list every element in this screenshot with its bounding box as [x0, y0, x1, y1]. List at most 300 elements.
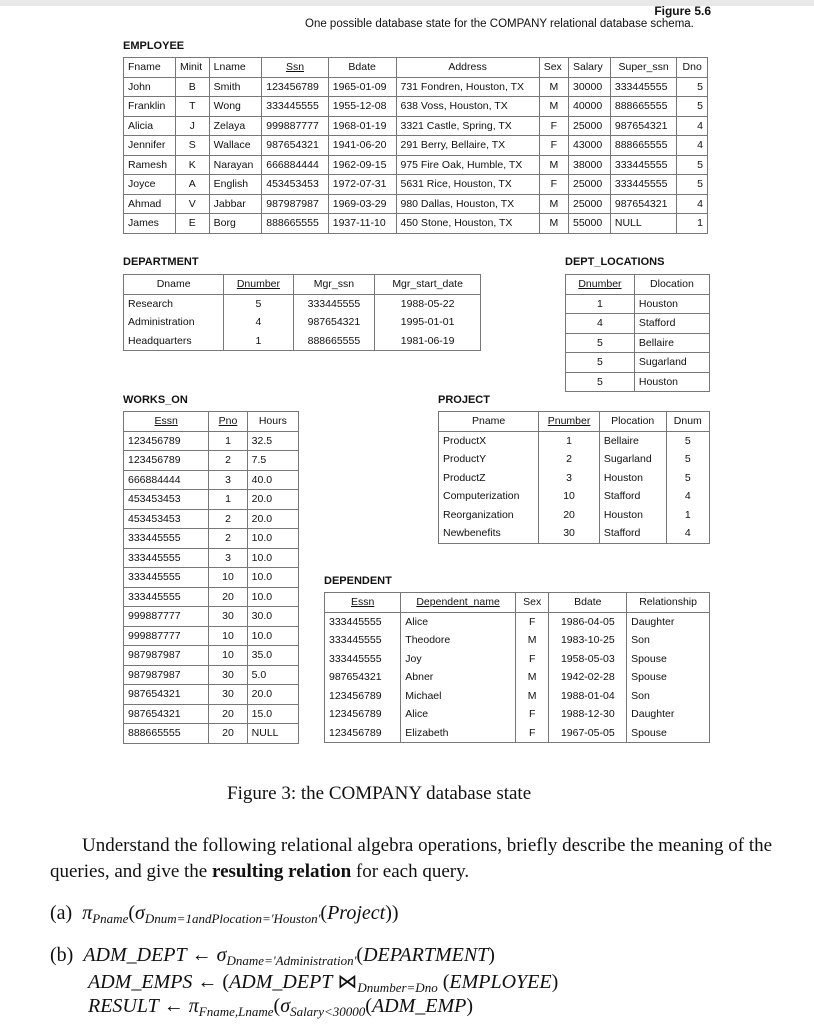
query-b-line3: RESULT ← $\pi_{Fname,Lname}(\sigma_{Salary<30000}(ADM\_EMP)$	[88, 995, 474, 1019]
dept-locations-row	[566, 353, 710, 373]
works-on-cell: 333445555	[124, 529, 209, 549]
works-on-row	[124, 724, 299, 744]
department-cell: Headquarters	[124, 332, 224, 351]
works-on-cell: 987987987	[124, 646, 209, 666]
dependent-row	[325, 612, 710, 631]
employee-cell: F	[539, 116, 568, 136]
project-row	[439, 487, 710, 506]
project-col-header: Plocation	[599, 412, 666, 432]
dependent-cell: 987654321	[325, 668, 401, 687]
employee-cell: Joyce	[124, 175, 176, 195]
employee-row	[124, 214, 708, 234]
works-on-cell: 2	[209, 451, 247, 471]
works-on-cell: 10	[209, 646, 247, 666]
project-cell: 4	[666, 487, 709, 506]
employee-col-header: Sex	[539, 58, 568, 78]
dependent-cell: Abner	[401, 668, 516, 687]
instructions-post: for each query.	[351, 861, 470, 882]
query-a-sigma-sub: Dnum=1andPlocation='Houston'	[144, 911, 321, 926]
works-on-cell: 10.0	[247, 548, 298, 568]
department-row	[124, 294, 481, 313]
project-table	[438, 411, 710, 544]
project-cell: 5	[666, 469, 709, 488]
works-on-row	[124, 626, 299, 646]
employee-cell: S	[175, 136, 209, 156]
project-cell: 1	[666, 506, 709, 525]
query-a-pi-sub: Pname	[92, 911, 129, 926]
works-on-cell: 999887777	[124, 607, 209, 627]
works-on-cell: 453453453	[124, 509, 209, 529]
employee-cell: 38000	[568, 155, 610, 175]
department-cell: 1	[224, 332, 293, 351]
employee-cell: M	[539, 214, 568, 234]
works-on-cell: 888665555	[124, 724, 209, 744]
employee-cell: B	[175, 77, 209, 97]
employee-cell: E	[175, 214, 209, 234]
works-on-cell: 3	[209, 548, 247, 568]
employee-cell: 1955-12-08	[328, 97, 396, 117]
dependent-row	[325, 668, 710, 687]
dept-locations-cell: Sugarland	[634, 353, 709, 373]
employee-cell: 5631 Rice, Houston, TX	[396, 175, 539, 195]
employee-cell: Zelaya	[209, 116, 262, 136]
dependent-cell: Michael	[401, 687, 516, 706]
employee-header-row	[124, 58, 708, 78]
employee-cell: Jennifer	[124, 136, 176, 156]
dependent-title: DEPENDENT	[324, 575, 392, 587]
dept-locations-cell: Bellaire	[634, 333, 709, 353]
works-on-cell: 1	[209, 431, 247, 451]
employee-cell: 1969-03-29	[328, 194, 396, 214]
project-col-header: Pname	[439, 412, 539, 432]
employee-cell: T	[175, 97, 209, 117]
employee-cell: Wallace	[209, 136, 262, 156]
project-cell: Houston	[599, 469, 666, 488]
dependent-cell: Daughter	[627, 705, 710, 724]
works-on-row	[124, 431, 299, 451]
works-on-col-header: Hours	[247, 412, 298, 432]
works-on-cell: 123456789	[124, 431, 209, 451]
dependent-cell: 1988-01-04	[549, 687, 627, 706]
dependent-cell: Elizabeth	[401, 724, 516, 743]
dependent-cell: F	[515, 724, 549, 743]
employee-col-header: Salary	[568, 58, 610, 78]
dependent-cell: Spouse	[627, 668, 710, 687]
project-row	[439, 469, 710, 488]
employee-cell: 1968-01-19	[328, 116, 396, 136]
project-cell: 30	[539, 524, 600, 543]
figure-caption: Figure 3: the COMPANY database state	[227, 783, 532, 804]
employee-cell: 25000	[568, 175, 610, 195]
employee-cell: 1972-07-31	[328, 175, 396, 195]
employee-cell: 987987987	[262, 194, 329, 214]
works-on-row	[124, 646, 299, 666]
dependent-cell: M	[515, 687, 549, 706]
project-cell: Stafford	[599, 487, 666, 506]
dept-locations-cell: 5	[566, 353, 635, 373]
employee-cell: Ahmad	[124, 194, 176, 214]
figure-subtitle: One possible database state for the COMPANY relational database schema.	[305, 18, 694, 30]
query-a-relation: Project	[327, 902, 386, 924]
employee-cell: M	[539, 155, 568, 175]
dept-locations-row	[566, 333, 710, 353]
employee-cell: 888665555	[610, 136, 677, 156]
employee-row	[124, 136, 708, 156]
employee-row	[124, 116, 708, 136]
employee-row	[124, 155, 708, 175]
employee-cell: K	[175, 155, 209, 175]
works-on-row	[124, 490, 299, 510]
works-on-row	[124, 704, 299, 724]
dept-locations-cell: Houston	[634, 294, 709, 314]
works-on-cell: 30	[209, 665, 247, 685]
employee-cell: 30000	[568, 77, 610, 97]
works-on-cell: 999887777	[124, 626, 209, 646]
employee-cell: 5	[677, 97, 708, 117]
employee-cell: V	[175, 194, 209, 214]
q-b2-join-sub: Dnumber=Dno	[357, 980, 438, 995]
works-on-row	[124, 470, 299, 490]
employee-cell: 123456789	[262, 77, 329, 97]
project-cell: 5	[666, 431, 709, 450]
dependent-row	[325, 687, 710, 706]
employee-cell: 1965-01-09	[328, 77, 396, 97]
project-cell: 4	[666, 524, 709, 543]
employee-cell: 453453453	[262, 175, 329, 195]
project-row	[439, 431, 710, 450]
dependent-col-header: Sex	[515, 593, 549, 613]
project-title: PROJECT	[438, 394, 490, 406]
project-cell: 10	[539, 487, 600, 506]
works-on-row	[124, 607, 299, 627]
project-col-header: Dnum	[666, 412, 709, 432]
employee-cell: 638 Voss, Houston, TX	[396, 97, 539, 117]
works-on-col-header: Pno	[209, 412, 247, 432]
employee-cell: 987654321	[610, 194, 677, 214]
works-on-cell: 30	[209, 607, 247, 627]
department-col-header: Mgr_start_date	[375, 275, 481, 295]
employee-cell: Narayan	[209, 155, 262, 175]
employee-col-header: Ssn	[262, 58, 329, 78]
works-on-row	[124, 665, 299, 685]
dept-locations-cell: Stafford	[634, 314, 709, 334]
q-b1-arrow: ←	[191, 944, 212, 966]
works-on-row	[124, 568, 299, 588]
employee-col-header: Minit	[175, 58, 209, 78]
dependent-cell: Son	[627, 687, 710, 706]
dependent-cell: 333445555	[325, 631, 401, 650]
works-on-cell: 40.0	[247, 470, 298, 490]
department-cell: 333445555	[293, 294, 375, 313]
employee-row	[124, 194, 708, 214]
dept-locations-cell: 5	[566, 372, 635, 392]
dependent-cell: M	[515, 668, 549, 687]
department-cell: 5	[224, 294, 293, 313]
query-b-line1: (b) ADM_DEPT ← $\sigma_{Dname='Administration'}(DEPARTMENT)$	[50, 944, 495, 968]
department-cell: 1981-06-19	[375, 332, 481, 351]
q-b3-sigma: σ	[280, 995, 291, 1017]
dependent-cell: F	[515, 612, 549, 631]
works-on-cell: 1	[209, 490, 247, 510]
dependent-row	[325, 631, 710, 650]
dependent-cell: Alice	[401, 705, 516, 724]
employee-cell: 731 Fondren, Houston, TX	[396, 77, 539, 97]
dependent-cell: Son	[627, 631, 710, 650]
works-on-cell: 35.0	[247, 646, 298, 666]
dept-locations-col-header: Dlocation	[634, 275, 709, 295]
instructions-bold: resulting relation	[211, 861, 352, 882]
dependent-col-header: Dependent_name	[401, 593, 516, 613]
q-b2-right: EMPLOYEE	[449, 971, 552, 993]
employee-cell: Ramesh	[124, 155, 176, 175]
dependent-col-header: Relationship	[627, 593, 710, 613]
q-b2-join: ⋈	[337, 971, 358, 993]
employee-cell: 450 Stone, Houston, TX	[396, 214, 539, 234]
works-on-cell: 10.0	[247, 568, 298, 588]
works-on-row	[124, 509, 299, 529]
department-cell: 1988-05-22	[375, 294, 481, 313]
works-on-cell: 20	[209, 587, 247, 607]
dependent-cell: 1988-12-30	[549, 705, 627, 724]
works-on-cell: 20	[209, 724, 247, 744]
employee-col-header: Address	[396, 58, 539, 78]
works-on-cell: 2	[209, 509, 247, 529]
project-col-header: Pnumber	[539, 412, 600, 432]
dept-locations-row	[566, 372, 710, 392]
project-cell: Newbenefits	[439, 524, 539, 543]
q-b3-arrow: ←	[163, 995, 184, 1017]
department-cell: 4	[224, 313, 293, 332]
project-row	[439, 506, 710, 525]
department-title: DEPARTMENT	[123, 256, 199, 268]
project-cell: 2	[539, 450, 600, 469]
employee-cell: 333445555	[610, 155, 677, 175]
project-cell: ProductY	[439, 450, 539, 469]
project-cell: Sugarland	[599, 450, 666, 469]
employee-cell: 43000	[568, 136, 610, 156]
employee-cell: 888665555	[610, 97, 677, 117]
works-on-cell: 20.0	[247, 490, 298, 510]
employee-cell: A	[175, 175, 209, 195]
employee-cell: Wong	[209, 97, 262, 117]
dependent-cell: Daughter	[627, 612, 710, 631]
department-row	[124, 313, 481, 332]
employee-cell: 25000	[568, 194, 610, 214]
employee-cell: 5	[677, 175, 708, 195]
project-cell: Houston	[599, 506, 666, 525]
dept-locations-table	[565, 274, 710, 392]
works-on-cell: 333445555	[124, 587, 209, 607]
query-a-sigma: σ	[135, 902, 145, 924]
employee-cell: F	[539, 136, 568, 156]
employee-cell: 999887777	[262, 116, 329, 136]
employee-row	[124, 97, 708, 117]
department-col-header: Dnumber	[224, 275, 293, 295]
employee-cell: 1	[677, 214, 708, 234]
works-on-cell: 20.0	[247, 685, 298, 705]
works-on-cell: 10	[209, 626, 247, 646]
employee-cell: James	[124, 214, 176, 234]
employee-cell: Alicia	[124, 116, 176, 136]
works-on-cell: 30	[209, 685, 247, 705]
project-cell: Stafford	[599, 524, 666, 543]
works-on-header-row	[124, 412, 299, 432]
project-cell: Computerization	[439, 487, 539, 506]
employee-col-header: Lname	[209, 58, 262, 78]
dependent-cell: 123456789	[325, 724, 401, 743]
dependent-col-header: Bdate	[549, 593, 627, 613]
works-on-cell: 10.0	[247, 626, 298, 646]
q-b3-pi: π	[188, 995, 199, 1017]
works-on-col-header: Essn	[124, 412, 209, 432]
department-cell: Research	[124, 294, 224, 313]
q-b2-arrow: ←	[197, 971, 218, 993]
employee-cell: 40000	[568, 97, 610, 117]
q-b3-pi-sub: Fname,Lname	[198, 1004, 274, 1019]
employee-col-header: Dno	[677, 58, 708, 78]
employee-cell: 4	[677, 136, 708, 156]
dependent-cell: Joy	[401, 650, 516, 669]
dependent-cell: F	[515, 705, 549, 724]
department-col-header: Mgr_ssn	[293, 275, 375, 295]
employee-cell: M	[539, 77, 568, 97]
department-header-row	[124, 275, 481, 295]
q-b2-lhs: ADM_EMPS	[88, 971, 193, 993]
works-on-cell: NULL	[247, 724, 298, 744]
query-a-label: (a)	[50, 902, 73, 924]
dependent-cell: Spouse	[627, 724, 710, 743]
employee-cell: M	[539, 194, 568, 214]
department-cell: 888665555	[293, 332, 375, 351]
works-on-cell: 987654321	[124, 685, 209, 705]
works-on-cell: 5.0	[247, 665, 298, 685]
employee-cell: Borg	[209, 214, 262, 234]
q-b3-relation: ADM_EMP	[371, 995, 467, 1017]
department-cell: Administration	[124, 313, 224, 332]
dept-locations-cell: 5	[566, 333, 635, 353]
project-cell: 3	[539, 469, 600, 488]
dept-locations-col-header: Dnumber	[566, 275, 635, 295]
employee-cell: English	[209, 175, 262, 195]
dependent-cell: 1983-10-25	[549, 631, 627, 650]
works-on-title: WORKS_ON	[123, 394, 188, 406]
dependent-cell: 333445555	[325, 612, 401, 631]
dept-locations-cell: Houston	[634, 372, 709, 392]
employee-col-header: Super_ssn	[610, 58, 677, 78]
dependent-cell: 1986-04-05	[549, 612, 627, 631]
works-on-cell: 453453453	[124, 490, 209, 510]
employee-cell: 987654321	[262, 136, 329, 156]
figure-label: Figure 5.6	[654, 4, 711, 18]
dept-locations-cell: 1	[566, 294, 635, 314]
dependent-cell: 1967-05-05	[549, 724, 627, 743]
q-b3-lhs: RESULT	[88, 995, 159, 1017]
employee-row	[124, 175, 708, 195]
dependent-cell: 123456789	[325, 687, 401, 706]
employee-title: EMPLOYEE	[123, 40, 185, 52]
employee-cell: 333445555	[610, 175, 677, 195]
employee-cell: 3321 Castle, Spring, TX	[396, 116, 539, 136]
employee-cell: 1962-09-15	[328, 155, 396, 175]
employee-cell: 975 Fire Oak, Humble, TX	[396, 155, 539, 175]
dependent-cell: 123456789	[325, 705, 401, 724]
employee-cell: 5	[677, 77, 708, 97]
works-on-cell: 987654321	[124, 704, 209, 724]
dependent-header-row	[325, 593, 710, 613]
instructions-paragraph	[50, 833, 780, 885]
dependent-cell: F	[515, 650, 549, 669]
employee-cell: F	[539, 175, 568, 195]
query-b-label: (b)	[50, 944, 74, 966]
employee-cell: Franklin	[124, 97, 176, 117]
dependent-col-header: Essn	[325, 593, 401, 613]
employee-row	[124, 77, 708, 97]
works-on-row	[124, 685, 299, 705]
works-on-cell: 2	[209, 529, 247, 549]
employee-cell: NULL	[610, 214, 677, 234]
works-on-cell: 7.5	[247, 451, 298, 471]
works-on-cell: 333445555	[124, 568, 209, 588]
employee-col-header: Bdate	[328, 58, 396, 78]
employee-cell: 291 Berry, Bellaire, TX	[396, 136, 539, 156]
q-b2-left: ADM_DEPT	[229, 971, 333, 993]
employee-table	[123, 57, 708, 234]
dept-locations-row	[566, 294, 710, 314]
works-on-cell: 32.5	[247, 431, 298, 451]
works-on-cell: 123456789	[124, 451, 209, 471]
employee-cell: 4	[677, 194, 708, 214]
works-on-row	[124, 451, 299, 471]
employee-cell: 1941-06-20	[328, 136, 396, 156]
department-cell: 1995-01-01	[375, 313, 481, 332]
project-cell: 5	[666, 450, 709, 469]
dependent-row	[325, 650, 710, 669]
q-b1-sigma: σ	[216, 944, 227, 966]
project-row	[439, 450, 710, 469]
employee-cell: 666884444	[262, 155, 329, 175]
employee-col-header: Fname	[124, 58, 176, 78]
department-table	[123, 274, 481, 351]
project-header-row	[439, 412, 710, 432]
employee-cell: M	[539, 97, 568, 117]
employee-cell: 1937-11-10	[328, 214, 396, 234]
works-on-table	[123, 411, 299, 744]
works-on-cell: 987987987	[124, 665, 209, 685]
project-cell: ProductX	[439, 431, 539, 450]
works-on-cell: 20.0	[247, 509, 298, 529]
works-on-cell: 20	[209, 704, 247, 724]
project-row	[439, 524, 710, 543]
works-on-cell: 333445555	[124, 548, 209, 568]
employee-cell: 333445555	[262, 97, 329, 117]
works-on-row	[124, 529, 299, 549]
works-on-cell: 15.0	[247, 704, 298, 724]
department-row	[124, 332, 481, 351]
works-on-cell: 3	[209, 470, 247, 490]
project-cell: Bellaire	[599, 431, 666, 450]
employee-cell: John	[124, 77, 176, 97]
dept-locations-cell: 4	[566, 314, 635, 334]
department-col-header: Dname	[124, 275, 224, 295]
q-b1-sigma-sub: Dname='Administration'	[226, 953, 357, 968]
query-b-line2: ADM_EMPS ← (ADM_DEPT $⋈_{Dnumber=Dno}$ (EMPLOYEE)	[88, 971, 559, 995]
project-cell: ProductZ	[439, 469, 539, 488]
works-on-cell: 10.0	[247, 529, 298, 549]
dept-locations-header-row	[566, 275, 710, 295]
works-on-cell: 666884444	[124, 470, 209, 490]
dependent-row	[325, 705, 710, 724]
dependent-cell: M	[515, 631, 549, 650]
